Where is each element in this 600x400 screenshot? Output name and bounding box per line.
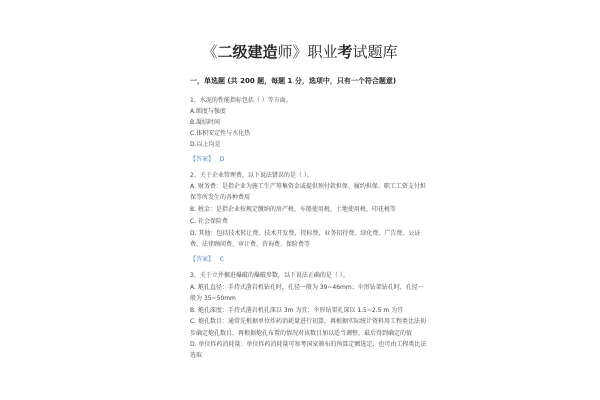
question-3-option: C. 炮孔数目：通常先根据单位炸药消耗量进行初算，再根据实际统计资料用工程类比法初 bbox=[190, 318, 427, 325]
question-2-stem: 2、关于企业管理费，以下说法错误的是（ ）。 bbox=[190, 172, 313, 179]
title-end-part: 试题库 bbox=[352, 43, 398, 61]
question-3-option: 步确定炮孔数目，再根据炮孔布置的情况对该数目加以适当调整，最后得到确定的值 bbox=[190, 330, 413, 337]
question-2-answer bbox=[190, 256, 224, 264]
question-1-option: C.体积安定性与水化热 bbox=[190, 130, 251, 137]
question-1-stem: 1、水泥的性能指标包括（ ）等方面。 bbox=[190, 97, 292, 104]
question-1-answer bbox=[190, 156, 224, 164]
question-2-option: B. 税金：是指企业按规定缴纳的房产税、车船使用税、土地使用税、印花税等 bbox=[190, 206, 396, 213]
question-3-option: B. 炮孔深度：手持式凿岩机孔深以 3m 为宜；伞形钻架孔深以 1.5~2.5 m 为宜 bbox=[190, 307, 404, 314]
question-1-option: D.以上均是 bbox=[190, 141, 221, 148]
question-2-option: A. 财务费：是指企业为施工生产筹集资金或提供预付款担保、履约担保、职工工资支付担 bbox=[190, 183, 426, 190]
title-bold-part: 二级建造 bbox=[217, 43, 278, 61]
answer-label: 【答案】 bbox=[190, 156, 215, 163]
document-title bbox=[0, 41, 600, 62]
question-2-option: D. 其他：包括技术转让费、技术开发费、投标费、业务招待费、绿化费、广告费、公证 bbox=[190, 230, 421, 237]
question-3-option: A. 炮孔直径：手持式凿岩机钻孔时，孔径一般为 39~46mm；伞形钻架钻孔时，孔径一 bbox=[190, 284, 424, 291]
question-3-option: 选取 bbox=[190, 352, 203, 359]
question-2-option: 费、法律顾问费、审计费、咨询费、保险费等 bbox=[190, 241, 311, 248]
question-3-option: D. 单位炸药消耗量：单位炸药消耗量可参考国家颁布的预算定额选定，也可由工程类比法 bbox=[190, 341, 427, 348]
title-open-bracket: 《 bbox=[202, 43, 218, 61]
answer-value: C bbox=[219, 256, 224, 263]
answer-label: 【答案】 bbox=[190, 256, 215, 263]
question-2-option: 保等所发生的各种费用 bbox=[190, 194, 251, 201]
title-mid-part: 师》职业 bbox=[277, 43, 338, 61]
answer-value: D bbox=[219, 156, 225, 163]
section-heading: 一，单选题 (共 200 题，每题 1 分，选项中，只有一个符合题意) bbox=[190, 77, 397, 85]
question-3-option: 般为 35~50mm bbox=[190, 295, 236, 302]
question-2-option: C. 社会保险费 bbox=[190, 218, 229, 225]
question-3-stem: 3、关于立井掘进爆破的爆破参数，以下说法正确的是（ ）。 bbox=[190, 272, 349, 279]
title-bold-part-2: 考 bbox=[337, 43, 353, 61]
question-1-option: A.细度与强度 bbox=[190, 108, 226, 115]
question-1-option: B.凝结时间 bbox=[190, 119, 221, 126]
